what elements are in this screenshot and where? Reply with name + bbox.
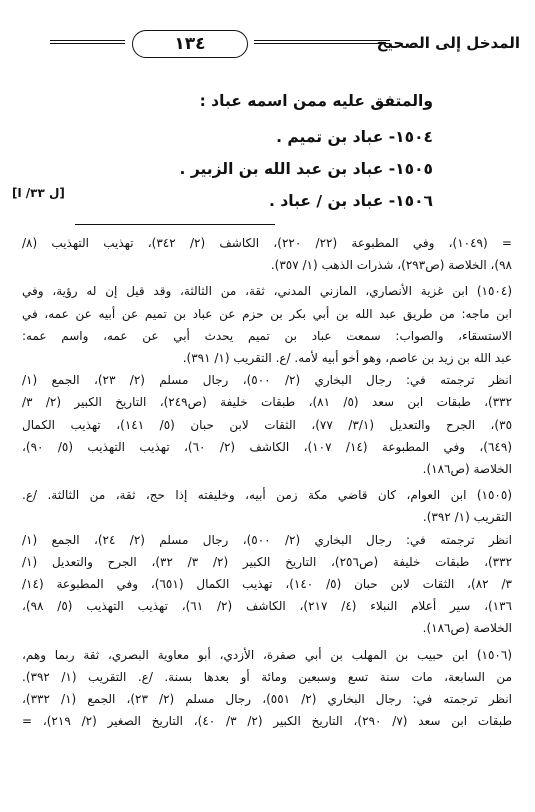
footnote-line: الاستسقاء، والصواب: سمعت عباد بن تميم يحدث أبي عن عمه، واسم عمه: <box>22 328 512 343</box>
footnote-line: ٣٥)، الجرح والتعديل (٣/١/ ٧٧)، الثقات لابن حبان (٥/ ١٤١)، تهذيب الكمال <box>22 417 512 432</box>
footnote-line: ٣٣٢)، طبقات ابن سعد (٥/ ٨١)، طبقات خليفة (ص٢٤٩)، التاريخ الكبير (٢/ ٣/ <box>22 395 512 410</box>
entry-1506: ١٥٠٦- عباد بن / عباد . <box>269 192 433 210</box>
footnote-line: (١٥٠٤) ابن غزية الأنصاري، المازني المدني، ثقة، من الثالثة، وقد قيل إن له رؤية، وفي <box>22 284 512 299</box>
header-rule-left <box>50 40 125 44</box>
footnote-line: ١٣٦)، سير أعلام النبلاء (٤/ ٢١٧)، الكاشف (٢/ ٦١)، تهذيب التهذيب (٥/ ٩٨)، <box>22 599 512 614</box>
footnote-line: التقريب (١/ ٣٩٢). <box>422 510 512 525</box>
footnotes <box>22 232 512 736</box>
footnote-1506 <box>22 644 512 733</box>
footnote-line: الخلاصة (ص١٨٦). <box>422 621 512 636</box>
footnote-1505 <box>22 484 512 639</box>
manuscript-folio-ref: [ل ٣٣/ ا] <box>12 186 65 200</box>
footnote-line: انظر ترجمته في: رجال البخاري (٢/ ٥٥١)، رجال مسلم (٢/ ٢٣)، الجمع (١/ ٣٣٢)، <box>22 692 512 707</box>
running-title: المدخل إلى الصحيح <box>376 34 520 52</box>
footnote-line: طبقات ابن سعد (٧/ ٢٩٠)، التاريخ الكبير (٢/ ٣/ ٤٠)، التاريخ الصغير (٢/ ٢١٩)، = <box>22 714 512 729</box>
footnote-line: الخلاصة (ص١٨٦). <box>422 462 512 477</box>
section-intro: والمتفق عليه ممن اسمه عباد : <box>199 92 433 110</box>
footnote-line: (٦٤٩)، وفي المطبوعة (١٤/ ١٠٧)، الكاشف (٢/ ٦٠)، تهذيب التهذيب (٥/ ٩٠)، <box>22 439 512 454</box>
page-number: ١٣٤ <box>132 30 248 58</box>
footnote-line: (١٥٠٥) ابن العوام، كان قاضي مكة زمن أبيه، وخليفته إذا حج، ثقة، من الثالثة. /ع. <box>22 488 512 503</box>
footnote-continuation <box>22 232 512 276</box>
footnote-line: ابن ماجه: من طريق عبد الله بن أبي بكر بن حزم عن عباد بن تميم عن أبيه عن عمه، في <box>22 306 512 321</box>
footnote-line: = (١٠٤٩)، وفي المطبوعة (٢٢/ ٢٢٠)، الكاشف (٢/ ٣٤٢)، تهذيب التهذيب (٨/ <box>22 236 512 250</box>
footnote-line: ٣٣٢)، طبقات خليفة (ص٢٥٦)، التاريخ الكبير (٢/ ٣/ ٣٢)، الجرح والتعديل (١/ <box>22 554 512 569</box>
entry-1505: ١٥٠٥- عباد بن عبد الله بن الزبير . <box>179 160 433 178</box>
entry-1504: ١٥٠٤- عباد بن تميم . <box>276 128 433 146</box>
footnote-1504 <box>22 280 512 480</box>
footnote-line: عبد الله بن زيد بن عاصم، وهو أخو أبيه لأمه. /ع. التقريب (١/ ٣٩١). <box>182 351 512 366</box>
footnote-divider <box>75 224 275 225</box>
footnote-line: انظر ترجمته في: رجال البخاري (٢/ ٥٠٠)، رجال مسلم (٢/ ٢٤)، الجمع (١/ <box>22 532 512 547</box>
footnote-line: ٣/ ٨٢)، الثقات لابن حبان (٥/ ١٤٠)، تهذيب الكمال (٦٥١)، وفي المطبوعة (١٤/ <box>22 577 512 592</box>
footnote-line: ٩٨)، الخلاصة (ص٢٩٣)، شذرات الذهب (١/ ٣٥٧). <box>270 258 512 273</box>
footnote-line: من السابعة، مات سنة تسع وسبعين ومائة أو بعدها بسنة. /ع. التقريب (١/ ٣٩٢). <box>22 669 512 684</box>
main-text <box>73 85 433 217</box>
header-rule-right <box>254 40 390 44</box>
footnote-line: انظر ترجمته في: رجال البخاري (٢/ ٥٠٠)، رجال مسلم (٢/ ٢٣)، الجمع (١/ <box>22 373 512 388</box>
footnote-line: (١٥٠٦) ابن حبيب بن المهلب بن أبي صفرة، الأزدي، أبو معاوية البصري، ثقة ربما وهم، <box>22 647 512 662</box>
page-header <box>20 30 520 60</box>
